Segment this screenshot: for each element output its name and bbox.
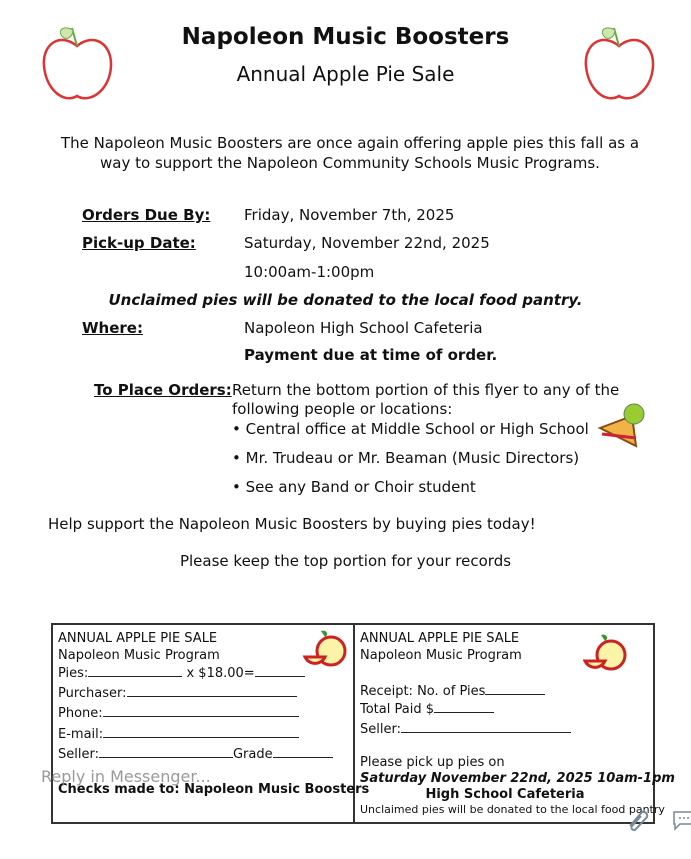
pickup-value: Saturday, November 22nd, 2025	[244, 234, 490, 252]
pies-field[interactable]: Pies: x $18.00=	[58, 665, 305, 681]
help-support-text: Help support the Napoleon Music Boosters by buying pies today!	[48, 515, 536, 533]
pickup-date: Saturday November 22nd, 2025 10am-1pm	[360, 771, 675, 786]
apple-icon	[581, 631, 627, 679]
pickup-label: Pick-up Date:	[82, 234, 196, 252]
attachment-icon[interactable]	[626, 806, 650, 836]
receipt	[355, 625, 675, 822]
chat-bubble-icon[interactable]	[672, 808, 691, 836]
where-label: Where:	[82, 319, 143, 337]
order-location-3: • See any Band or Choir student	[232, 478, 476, 496]
place-orders-text: Return the bottom portion of this flyer to any of the	[232, 381, 620, 399]
seller-grade-field[interactable]: Seller: Grade	[58, 746, 333, 762]
pie-slice-icon	[596, 402, 648, 456]
email-field[interactable]: E-mail:	[58, 726, 299, 742]
flyer-title: Napoleon Music Boosters	[181, 24, 510, 50]
payment-note: Payment due at time of order.	[244, 346, 498, 364]
purchaser-field[interactable]: Purchaser:	[58, 685, 297, 701]
pickup-time: 10:00am-1:00pm	[244, 263, 375, 281]
where-value: Napoleon High School Cafeteria	[244, 319, 483, 337]
pickup-place: High School Cafeteria	[425, 787, 585, 802]
keep-top-note: Please keep the top portion for your records	[179, 552, 512, 570]
order-coupon	[51, 623, 675, 824]
order-location-1: • Central office at Middle School or High School	[232, 420, 589, 438]
order-form	[53, 625, 370, 822]
receipt-unclaimed-note: Unclaimed pies will be donated to the local food pantry	[360, 803, 665, 816]
receipt-pies-field[interactable]: Receipt: No. of Pies	[360, 683, 545, 699]
receipt-seller-field[interactable]: Seller:	[360, 721, 571, 737]
phone-field[interactable]: Phone:	[58, 705, 299, 721]
checks-payable-note: Checks made to: Napoleon Music Boosters	[58, 782, 370, 797]
orders-due-label: Orders Due By:	[82, 206, 211, 224]
place-orders-label: To Place Orders:	[94, 381, 232, 399]
intro-text: The Napoleon Music Boosters are once again offering apple pies this fall as a way to support the Napoleon Community Schools Music Programs.	[60, 134, 640, 172]
receipt-title: ANNUAL APPLE PIE SALE	[360, 631, 520, 646]
flyer-subtitle: Annual Apple Pie Sale	[236, 62, 455, 86]
pickup-note: Please pick up pies on	[360, 755, 505, 770]
order-location-2: • Mr. Trudeau or Mr. Beaman (Music Directors)	[232, 449, 580, 467]
messenger-reply-input[interactable]: Reply in Messenger...	[41, 767, 211, 786]
apple-icon	[301, 627, 347, 675]
unclaimed-note: Unclaimed pies will be donated to the local food pantry.	[108, 291, 583, 309]
coupon-title: ANNUAL APPLE PIE SALE	[58, 631, 218, 646]
orders-due-value: Friday, November 7th, 2025	[244, 206, 455, 224]
receipt-program: Napoleon Music Program	[360, 648, 522, 663]
coupon-program: Napoleon Music Program	[58, 648, 220, 663]
total-paid-field[interactable]: Total Paid $	[360, 701, 494, 717]
place-orders-text-2: following people or locations:	[232, 400, 453, 418]
